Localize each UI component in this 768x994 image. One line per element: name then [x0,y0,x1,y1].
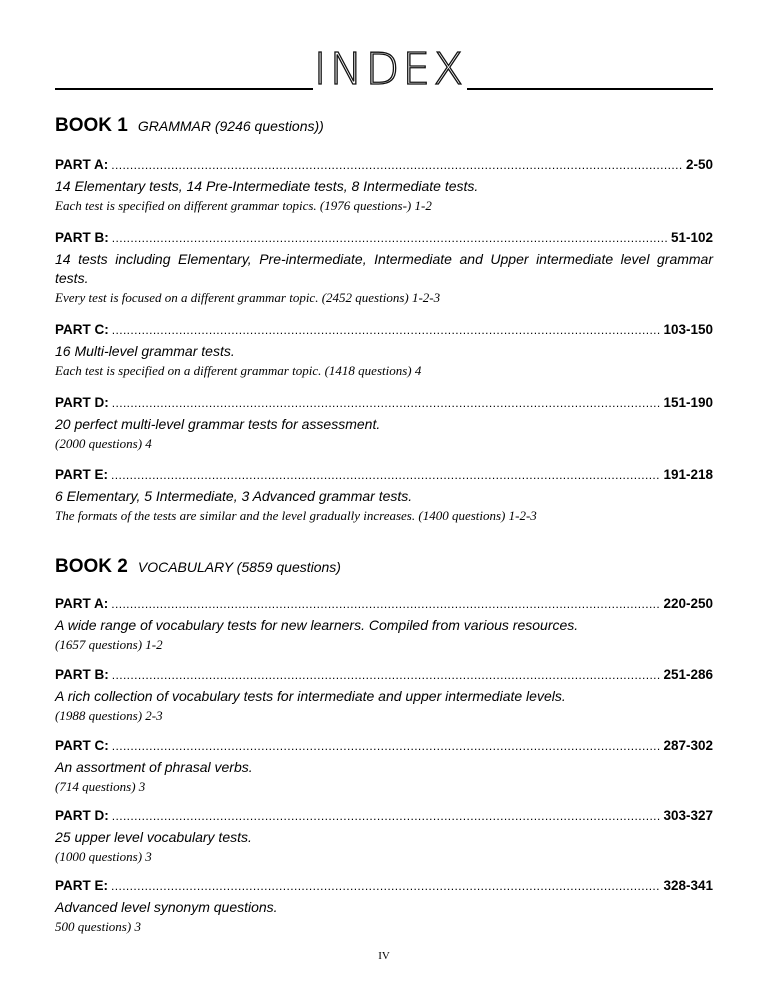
page-range: 251-286 [663,667,713,682]
part-description: An assortment of phrasal verbs. [55,759,253,775]
part-label: PART A: [55,596,109,611]
dot-leader [111,468,660,482]
book1-heading [55,115,324,137]
page-range: 151-190 [663,395,713,410]
book2-part-e [55,878,713,935]
book2-part-a [55,596,713,653]
part-description: 16 Multi-level grammar tests. [55,343,235,359]
part-label: PART D: [55,395,109,410]
book2-subtitle: VOCABULARY (5859 questions) [137,559,341,575]
header-rule-right [467,88,713,90]
part-note: Each test is specified on different grammar topics. (1976 questions-) 1-2 [55,198,432,213]
toc-line [55,667,713,684]
part-label: PART C: [55,738,109,753]
dot-leader [112,323,661,337]
page-range: 287-302 [663,738,713,753]
dot-leader [111,597,660,611]
page-range: 328-341 [663,878,713,893]
part-note: (714 questions) 3 [55,779,146,794]
part-note: (1988 questions) 2-3 [55,708,163,723]
part-label: PART B: [55,667,109,682]
toc-line [55,157,713,174]
page-number: IV [378,950,390,962]
page-range: 51-102 [670,230,713,245]
part-description: 14 tests including Elementary, Pre-intermediate, Intermediate and Upper intermediate level grammar tests. [55,251,713,286]
book2-part-c [55,738,713,795]
part-description: Advanced level synonym questions. [55,899,278,915]
book1-part-a [55,157,713,214]
toc-line [55,808,713,825]
toc-line [55,467,713,484]
page-range: 303-327 [663,808,713,823]
part-label: PART A: [55,157,109,172]
toc-line [55,596,713,613]
page-range: 103-150 [663,322,713,337]
dot-leader [112,396,661,410]
book2-name: BOOK 2 [55,556,128,577]
index-title: INDEX [313,44,467,95]
index-header [55,44,713,95]
page-range: 191-218 [663,467,713,482]
book1-part-e [55,467,713,524]
page-range: 220-250 [663,596,713,611]
toc-line [55,395,713,412]
book2-part-b [55,667,713,724]
part-note: Each test is specified on a different grammar topic. (1418 questions) 4 [55,363,422,378]
toc-line [55,230,713,247]
part-description: A wide range of vocabulary tests for new learners. Compiled from various resources. [55,617,579,633]
dot-leader [112,809,661,823]
part-note: Every test is focused on a different grammar topic. (2452 questions) 1-2-3 [55,290,441,305]
book1-part-d [55,395,713,452]
part-description: 25 upper level vocabulary tests. [55,829,252,845]
page-range: 2-50 [685,157,713,172]
index-page [55,0,713,994]
toc-line [55,878,713,895]
book1-name: BOOK 1 [55,115,128,136]
part-label: PART E: [55,467,108,482]
book2-part-d [55,808,713,865]
book1-part-b [55,230,713,306]
dot-leader [111,158,683,172]
part-description: 20 perfect multi-level grammar tests for assessment. [55,416,381,432]
dot-leader [112,739,661,753]
dot-leader [112,231,668,245]
dot-leader [112,668,661,682]
dot-leader [111,879,660,893]
header-rule-left [55,88,313,90]
book1-part-c [55,322,713,379]
part-description: 14 Elementary tests, 14 Pre-Intermediate tests, 8 Intermediate tests. [55,178,479,194]
part-label: PART D: [55,808,109,823]
part-label: PART E: [55,878,108,893]
toc-line [55,738,713,755]
part-note: The formats of the tests are similar and the level gradually increases. (1400 questions) 1-2-3 [55,508,537,523]
part-note: (1657 questions) 1-2 [55,637,163,652]
part-description: A rich collection of vocabulary tests for intermediate and upper intermediate levels. [55,688,566,704]
book2-heading [55,556,341,578]
part-note: (2000 questions) 4 [55,436,152,451]
book1-subtitle: GRAMMAR (9246 questions)) [137,118,324,134]
part-note: 500 questions) 3 [55,919,141,934]
part-note: (1000 questions) 3 [55,849,152,864]
part-label: PART B: [55,230,109,245]
part-description: 6 Elementary, 5 Intermediate, 3 Advanced grammar tests. [55,488,413,504]
toc-line [55,322,713,339]
part-label: PART C: [55,322,109,337]
